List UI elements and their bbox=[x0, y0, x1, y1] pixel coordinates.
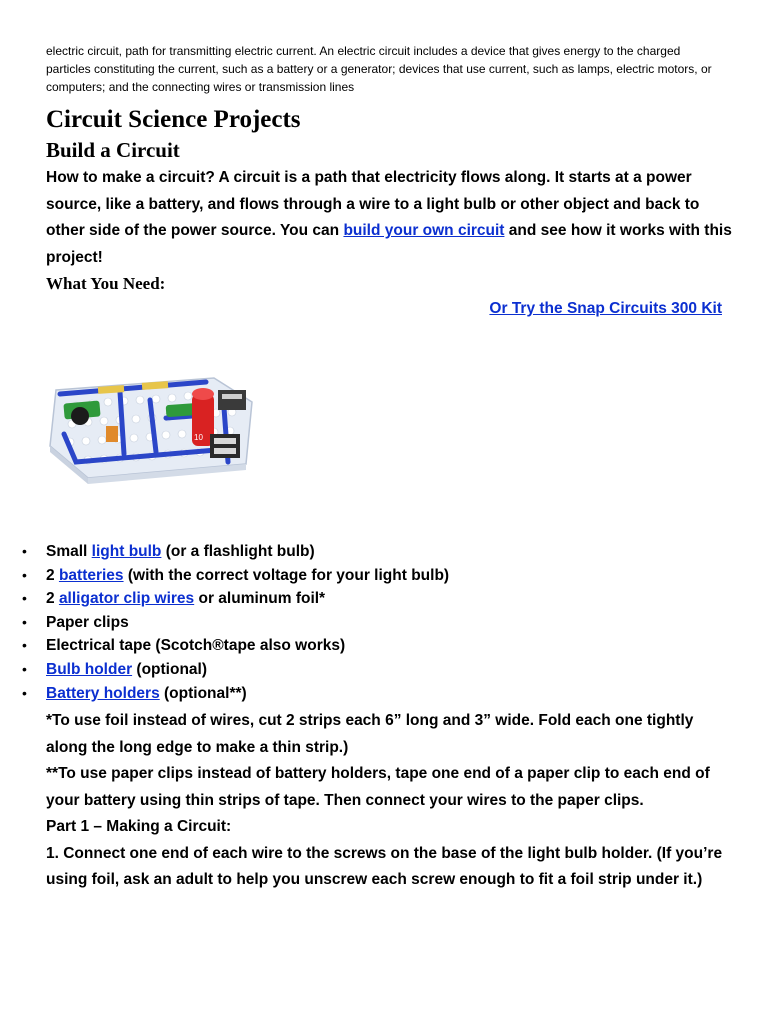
paragraph-text-after: and see how it works with this project! bbox=[46, 222, 732, 266]
snap-circuits-link[interactable]: Or Try the Snap Circuits 300 Kit bbox=[489, 300, 722, 317]
item-text: (optional) bbox=[136, 660, 208, 678]
list-item bbox=[46, 611, 736, 635]
paper-clip-note: **To use paper clips instead of battery holders, tape one end of a paper clip to each end of your battery using thin strips of tape. Then connect your wires to the paper clips. bbox=[46, 765, 710, 809]
list-item bbox=[46, 564, 736, 588]
component-label: 10 bbox=[194, 433, 203, 442]
item-text: (with the correct voltage for your light bulb) bbox=[127, 566, 450, 584]
section-title: Build a Circuit bbox=[46, 138, 180, 162]
battery-holders-link[interactable]: Battery holders bbox=[46, 684, 160, 702]
snap-circuits-kit-image[interactable] bbox=[46, 322, 268, 528]
bulb-holder-link[interactable]: Bulb holder bbox=[46, 660, 133, 678]
step-1: 1. Connect one end of each wire to the screws on the base of the light bulb holder. (If you’re using foil, ask an adult to help you unscrew each screw enough to fit a foil strip under it.) bbox=[46, 844, 723, 888]
item-text: (optional**) bbox=[164, 684, 247, 702]
batteries-link[interactable]: batteries bbox=[58, 566, 124, 584]
intro-project-paragraph bbox=[46, 165, 736, 271]
item-text: 2 bbox=[46, 566, 59, 584]
what-you-need-heading: What You Need: bbox=[46, 274, 166, 293]
part-heading: Part 1 – Making a Circuit: bbox=[46, 818, 232, 835]
list-item bbox=[46, 682, 736, 706]
item-text: (or a flashlight bulb) bbox=[165, 543, 315, 560]
list-item bbox=[46, 540, 736, 564]
foil-note: *To use foil instead of wires, cut 2 strips each 6” long and 3” wide. Fold each one tightly along the long edge to make a thin strip.) bbox=[46, 712, 694, 756]
item-text: or aluminum foil* bbox=[198, 590, 326, 608]
supplies-list bbox=[46, 540, 736, 705]
light-bulb-link[interactable]: light bulb bbox=[91, 543, 162, 560]
item-text: 2 bbox=[46, 590, 59, 608]
page-title: Circuit Science Projects bbox=[46, 106, 301, 133]
list-item bbox=[46, 634, 736, 658]
circuit-board-illustration bbox=[46, 322, 268, 528]
intro-paragraph: electric circuit, path for transmitting electric current. An electric circuit includes a device that gives energy to the charged particles constituting the current, such as a battery or a generator; devices that use current, such as lamps, electric motors, or computers; and the connecting wires or transmission lines bbox=[46, 44, 712, 94]
item-text: Paper clips bbox=[46, 613, 129, 631]
item-text: Electrical tape (Scotch®tape also works) bbox=[46, 637, 346, 655]
list-item bbox=[46, 587, 736, 611]
alligator-clip-wires-link[interactable]: alligator clip wires bbox=[58, 590, 195, 608]
paragraph-text-before: How to make a circuit? A circuit is a path that electricity flows along. It starts at a power source, like a battery, and flows through a wire to a light bulb or other object and back to other side of the power source. You can bbox=[46, 169, 700, 239]
item-text: Small bbox=[46, 543, 92, 560]
build-circuit-link[interactable]: build your own circuit bbox=[343, 222, 505, 239]
list-item bbox=[46, 658, 736, 682]
instructions bbox=[46, 708, 736, 894]
